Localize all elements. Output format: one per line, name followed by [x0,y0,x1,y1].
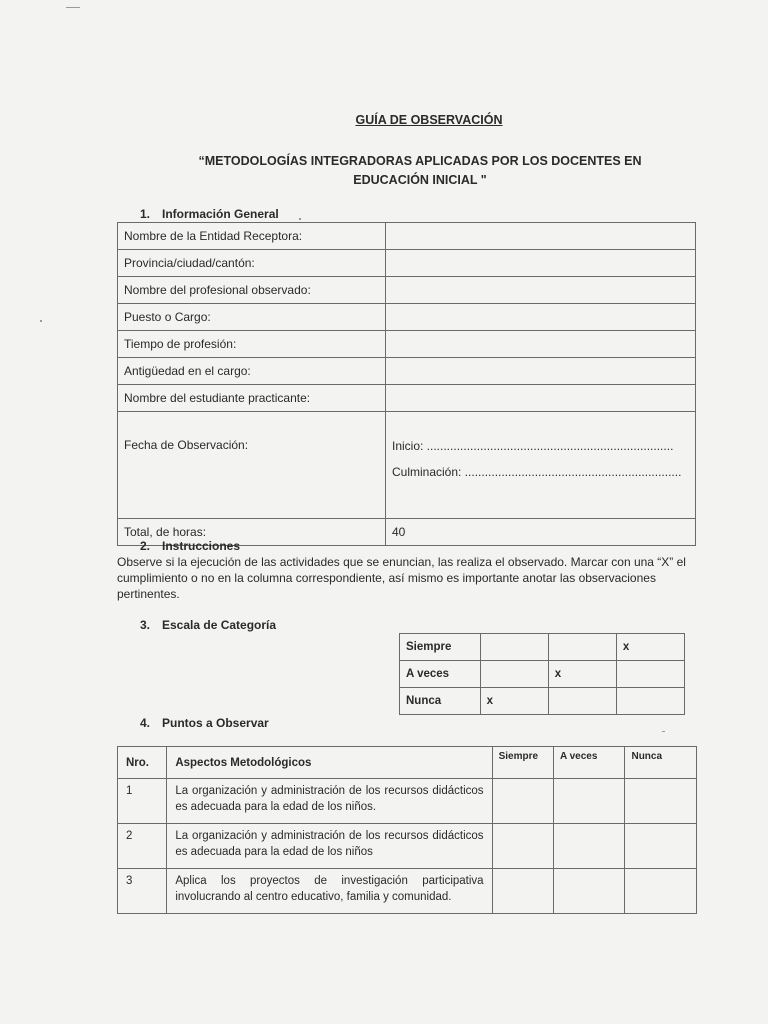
instructions-text: Observe si la ejecución de las actividades que se enuncian, las realiza el observado. Marcar con una “X” el cumplimiento o no en la columna correspondiente, así mismo es importante anotar las observaciones pertinentes. [117,555,686,601]
document-subtitle [140,152,700,190]
scale-row [400,661,685,688]
scale-category: Nunca [400,688,481,715]
info-row [118,304,696,331]
scale-category: Siempre [400,634,481,661]
info-row [118,331,696,358]
header-a-veces: A veces [553,747,624,779]
info-value-field[interactable] [386,331,696,358]
section-1-heading [140,207,279,221]
general-information-table [117,222,696,546]
row-number: 2 [118,824,167,869]
points-header-row [118,747,697,779]
scan-speck [662,731,665,732]
info-label: Puesto o Cargo: [118,304,386,331]
scan-speck [40,320,42,322]
cell-siempre[interactable] [492,824,553,869]
row-number: 3 [118,869,167,914]
scale-mark-cell[interactable]: x [616,634,684,661]
section-4-heading [140,716,269,730]
scale-mark-cell[interactable] [480,661,548,688]
header-nunca: Nunca [625,747,697,779]
row-aspect: La organización y administración de los recursos didácticos es adecuada para la edad de los niños [167,824,492,869]
info-label: Antigüedad en el cargo: [118,358,386,385]
section-3-heading [140,618,276,632]
info-row [118,223,696,250]
section-1-number: 1. [140,207,151,221]
info-row-fecha [118,412,696,519]
scale-mark-cell[interactable]: x [480,688,548,715]
subtitle-line-2: EDUCACIÓN INICIAL " [353,173,487,187]
scale-row [400,634,685,661]
category-scale-table [399,633,685,715]
fecha-label: Fecha de Observación: [118,412,386,519]
info-label: Nombre de la Entidad Receptora: [118,223,386,250]
row-number: 1 [118,779,167,824]
info-row [118,358,696,385]
section-2-number: 2. [140,539,151,553]
scan-speck [299,218,301,220]
cell-nunca[interactable] [625,824,697,869]
section-3-number: 3. [140,618,151,632]
document-title: GUÍA DE OBSERVACIÓN [355,113,503,127]
cell-a-veces[interactable] [553,824,624,869]
scale-mark-cell[interactable] [548,634,616,661]
subtitle-line-1: “METODOLOGÍAS INTEGRADORAS APLICADAS POR LOS DOCENTES EN [198,154,642,168]
info-label: Provincia/ciudad/cantón: [118,250,386,277]
info-value-field[interactable] [386,358,696,385]
cell-siempre[interactable] [492,869,553,914]
cell-a-veces[interactable] [553,869,624,914]
inicio-field[interactable]: Inicio: .......................................................................... [392,439,674,453]
scale-mark-cell[interactable] [616,688,684,715]
header-siempre: Siempre [492,747,553,779]
scale-category: A veces [400,661,481,688]
table-row [118,869,697,914]
total-hours-label: Total, de horas: [118,519,386,546]
info-value-field[interactable] [386,250,696,277]
cell-nunca[interactable] [625,779,697,824]
section-2-title: Instrucciones [162,539,241,553]
section-3-title: Escala de Categoría [162,618,277,632]
scale-mark-cell[interactable]: x [548,661,616,688]
info-value-field[interactable] [386,223,696,250]
fecha-fields [386,412,696,519]
observation-points-table [117,746,697,914]
info-row [118,277,696,304]
total-hours-value[interactable]: 40 [386,519,696,546]
section-1-title: Información General [162,207,279,221]
cell-siempre[interactable] [492,779,553,824]
header-nro: Nro. [118,747,167,779]
info-label: Tiempo de profesión: [118,331,386,358]
section-2-heading [140,539,240,553]
info-label: Nombre del estudiante practicante: [118,385,386,412]
row-aspect: Aplica los proyectos de investigación participativa involucrando al centro educativo, familia y comunidad. [167,869,492,914]
scan-speck [66,7,80,8]
header-aspect: Aspectos Metodológicos [167,747,492,779]
scale-row [400,688,685,715]
section-4-title: Puntos a Observar [162,716,269,730]
info-value-field[interactable] [386,277,696,304]
info-value-field[interactable] [386,304,696,331]
info-row [118,385,696,412]
row-aspect: La organización y administración de los recursos didácticos es adecuada para la edad de los niños. [167,779,492,824]
info-row [118,250,696,277]
info-value-field[interactable] [386,385,696,412]
section-4-number: 4. [140,716,151,730]
table-row [118,824,697,869]
scale-mark-cell[interactable] [616,661,684,688]
info-label: Nombre del profesional observado: [118,277,386,304]
scale-mark-cell[interactable] [548,688,616,715]
cell-a-veces[interactable] [553,779,624,824]
table-row [118,779,697,824]
culminacion-field[interactable]: Culminación: ................................................................. [392,465,682,479]
cell-nunca[interactable] [625,869,697,914]
scale-mark-cell[interactable] [480,634,548,661]
